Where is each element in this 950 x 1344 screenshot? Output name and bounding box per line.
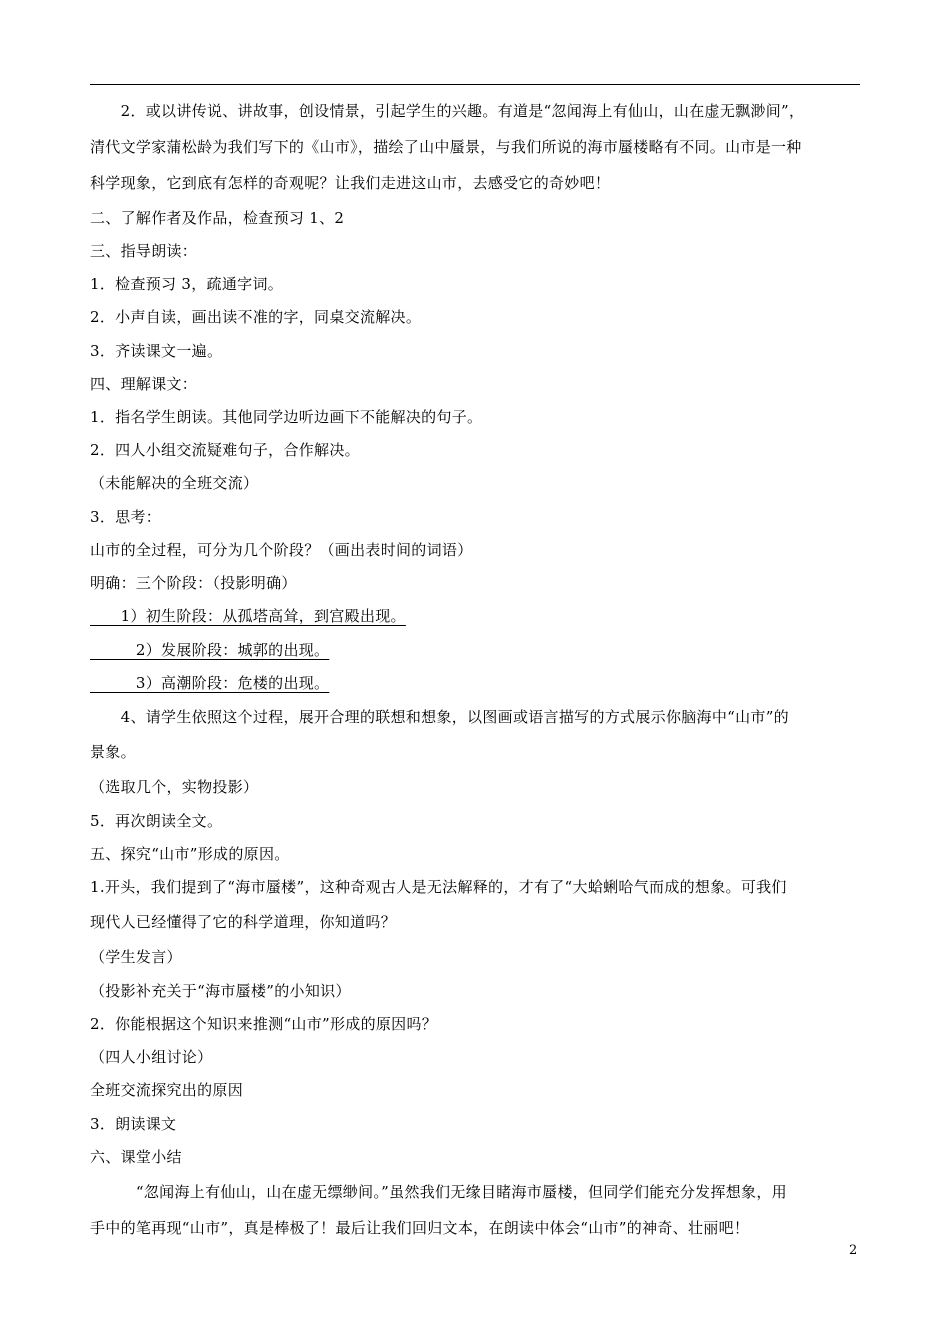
section-heading: 三、指导朗读： bbox=[90, 242, 198, 260]
text-line: 手中的笔再现“山市”，真是棒极了！最后让我们回归文本，在朗读中体会“山市”的神奇、壮丽吧！ bbox=[90, 1219, 750, 1237]
text-line: 2．小声自读，画出读不准的字，同桌交流解决。 bbox=[90, 308, 422, 326]
section-heading: 二、了解作者及作品，检查预习 1、2 bbox=[90, 209, 345, 227]
text-line: 1．指名学生朗读。其他同学边听边画下不能解决的句子。 bbox=[90, 408, 483, 426]
text-line: （未能解决的全班交流） bbox=[90, 474, 259, 492]
stage-line: 1）初生阶段：从孤塔高耸，到宫殿出现。 bbox=[90, 607, 406, 625]
text-line: 2．你能根据这个知识来推测“山市”形成的原因吗？ bbox=[90, 1015, 438, 1033]
text-line: （学生发言） bbox=[90, 948, 182, 966]
text-line: 山市的全过程，可分为几个阶段？（画出表时间的词语） bbox=[90, 541, 473, 559]
text-line: 3．思考： bbox=[90, 508, 162, 526]
text-line: 景象。 bbox=[90, 743, 136, 761]
text-line: 现代人已经懂得了它的科学道理，你知道吗？ bbox=[90, 913, 397, 931]
section-heading: 五、探究“山市”形成的原因。 bbox=[90, 845, 290, 863]
text-line: 4、请学生依照这个过程，展开合理的联想和想象，以图画或语言描写的方式展示你脑海中“山市”的 bbox=[90, 708, 789, 726]
text-line: 5．再次朗读全文。 bbox=[90, 812, 223, 830]
text-line: 1．检查预习 3，疏通字词。 bbox=[90, 275, 284, 293]
header-rule bbox=[90, 84, 860, 85]
stage-line: 2）发展阶段：城郭的出现。 bbox=[90, 641, 330, 659]
text-line: 全班交流探究出的原因 bbox=[90, 1081, 244, 1099]
text-line: 3．朗读课文 bbox=[90, 1115, 177, 1133]
text-line: 科学现象，它到底有怎样的奇观呢？让我们走进这山市，去感受它的奇妙吧！ bbox=[90, 174, 611, 192]
text-line: 2．或以讲传说、讲故事，创设情景，引起学生的兴趣。有道是“忽闻海上有仙山，山在虚无飘渺间”， bbox=[90, 102, 805, 120]
text-line: 2．四人小组交流疑难句子，合作解决。 bbox=[90, 441, 360, 459]
text-line: （四人小组讨论） bbox=[90, 1048, 213, 1066]
text-line: “忽闻海上有仙山，山在虚无缥缈间。”虽然我们无缘目睹海市蜃楼，但同学们能充分发挥想象，用 bbox=[90, 1183, 787, 1201]
section-heading: 六、课堂小结 bbox=[90, 1148, 182, 1166]
stage-line: 3）高潮阶段：危楼的出现。 bbox=[90, 674, 330, 692]
text-line: 明确：三个阶段：（投影明确） bbox=[90, 574, 297, 592]
text-line: （投影补充关于“海市蜃楼”的小知识） bbox=[90, 982, 351, 1000]
text-line: 1.开头，我们提到了“海市蜃楼”，这种奇观古人是无法解释的，才有了“大蛤蜊哈气而成的想象。可我们 bbox=[90, 878, 787, 896]
page-number: 2 bbox=[849, 1243, 858, 1258]
text-line: 3．齐读课文一遍。 bbox=[90, 342, 223, 360]
text-line: 清代文学家蒲松龄为我们写下的《山市》，描绘了山中蜃景，与我们所说的海市蜃楼略有不同。山市是一种 bbox=[90, 138, 802, 156]
text-line: （选取几个，实物投影） bbox=[90, 778, 259, 796]
section-heading: 四、理解课文： bbox=[90, 375, 198, 393]
